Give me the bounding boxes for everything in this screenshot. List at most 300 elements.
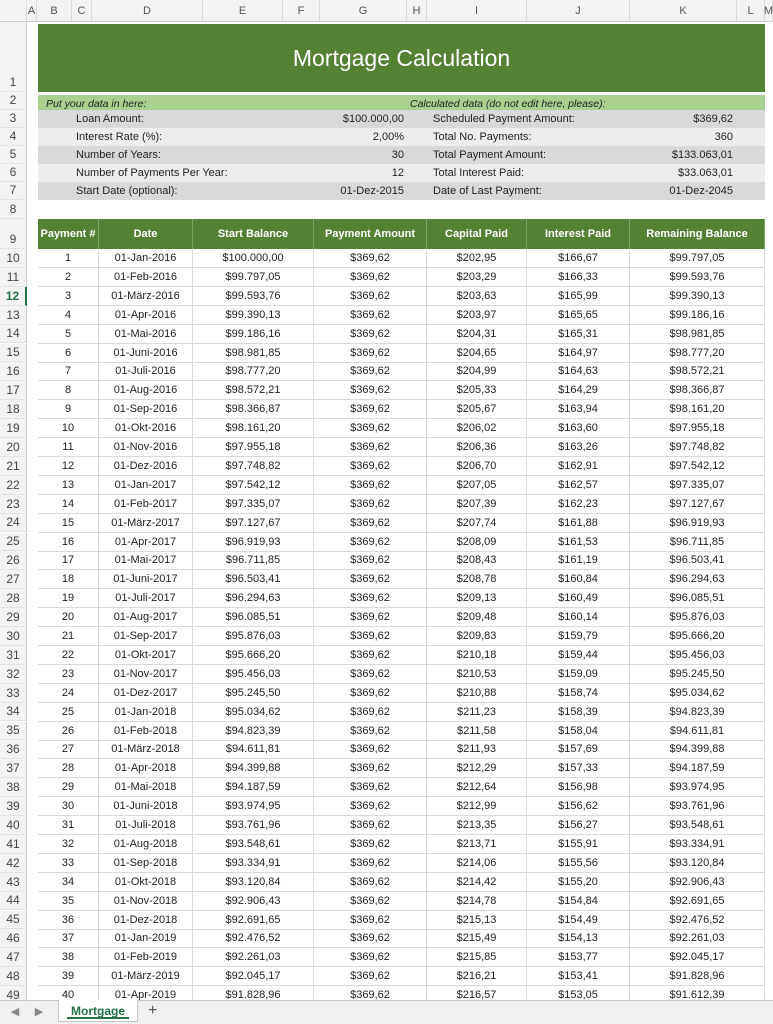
table-cell[interactable]: $155,91 bbox=[527, 835, 630, 853]
row-header[interactable]: 12 bbox=[0, 287, 27, 306]
table-cell[interactable]: $153,05 bbox=[527, 986, 630, 1000]
table-cell[interactable]: $95.245,50 bbox=[193, 684, 314, 702]
table-cell[interactable]: $156,62 bbox=[527, 797, 630, 815]
table-cell[interactable]: 01-März-2017 bbox=[99, 514, 193, 532]
table-cell[interactable]: 33 bbox=[38, 854, 99, 872]
table-cell[interactable]: $165,65 bbox=[527, 306, 630, 324]
table-cell[interactable]: 38 bbox=[38, 948, 99, 966]
table-cell[interactable]: $93.548,61 bbox=[630, 816, 765, 834]
table-cell[interactable]: 28 bbox=[38, 759, 99, 777]
table-cell[interactable]: $207,74 bbox=[427, 514, 527, 532]
table-cell[interactable]: $158,74 bbox=[527, 684, 630, 702]
table-cell[interactable]: $96.919,93 bbox=[193, 533, 314, 551]
table-cell[interactable]: $98.161,20 bbox=[630, 400, 765, 418]
select-all-corner[interactable] bbox=[0, 0, 27, 22]
table-cell[interactable]: $210,18 bbox=[427, 646, 527, 664]
table-cell[interactable]: $95.245,50 bbox=[630, 665, 765, 683]
input-value[interactable]: $100.000,00 bbox=[342, 113, 404, 125]
table-cell[interactable]: $369,62 bbox=[314, 419, 427, 437]
table-cell[interactable]: $93.974,95 bbox=[630, 778, 765, 796]
table-cell[interactable]: $369,62 bbox=[314, 986, 427, 1000]
table-cell[interactable]: 34 bbox=[38, 873, 99, 891]
table-cell[interactable]: $369,62 bbox=[314, 570, 427, 588]
table-cell[interactable]: $158,04 bbox=[527, 722, 630, 740]
table-cell[interactable]: 01-Juli-2017 bbox=[99, 589, 193, 607]
column-header[interactable]: K bbox=[630, 0, 737, 22]
input-value[interactable]: 12 bbox=[391, 167, 404, 179]
table-cell[interactable]: 01-Sep-2016 bbox=[99, 400, 193, 418]
table-cell[interactable]: $208,43 bbox=[427, 551, 527, 569]
table-cell[interactable]: $94.823,39 bbox=[193, 722, 314, 740]
table-cell[interactable]: $93.548,61 bbox=[193, 835, 314, 853]
row-header[interactable]: 41 bbox=[0, 835, 27, 854]
table-cell[interactable]: $99.593,76 bbox=[193, 287, 314, 305]
table-cell[interactable]: 19 bbox=[38, 589, 99, 607]
table-cell[interactable]: 01-Jan-2017 bbox=[99, 476, 193, 494]
table-cell[interactable]: $98.572,21 bbox=[630, 362, 765, 380]
calculated-value[interactable]: $369,62 bbox=[693, 113, 733, 125]
table-cell[interactable]: $94.187,59 bbox=[630, 759, 765, 777]
row-header[interactable]: 39 bbox=[0, 797, 27, 816]
table-cell[interactable]: $212,64 bbox=[427, 778, 527, 796]
column-header[interactable]: A bbox=[27, 0, 37, 22]
table-cell[interactable]: $208,09 bbox=[427, 533, 527, 551]
input-value[interactable]: 2,00% bbox=[372, 131, 404, 143]
table-cell[interactable]: $369,62 bbox=[314, 892, 427, 910]
row-header[interactable]: 26 bbox=[0, 551, 27, 570]
table-cell[interactable]: $369,62 bbox=[314, 608, 427, 626]
table-cell[interactable]: $206,02 bbox=[427, 419, 527, 437]
table-cell[interactable]: $213,35 bbox=[427, 816, 527, 834]
row-header[interactable]: 1 bbox=[0, 22, 27, 92]
table-cell[interactable]: $97.335,07 bbox=[193, 495, 314, 513]
table-cell[interactable]: $369,62 bbox=[314, 627, 427, 645]
prev-sheet-icon[interactable]: ◀ bbox=[10, 1006, 20, 1018]
table-cell[interactable]: $214,42 bbox=[427, 873, 527, 891]
row-header[interactable]: 46 bbox=[0, 929, 27, 948]
table-cell[interactable]: 01-Jan-2018 bbox=[99, 703, 193, 721]
table-cell[interactable]: $99.390,13 bbox=[630, 287, 765, 305]
table-cell[interactable]: 01-März-2016 bbox=[99, 287, 193, 305]
table-cell[interactable]: $369,62 bbox=[314, 381, 427, 399]
table-cell[interactable]: $156,27 bbox=[527, 816, 630, 834]
column-header[interactable]: G bbox=[320, 0, 407, 22]
table-cell[interactable]: $94.399,88 bbox=[630, 740, 765, 758]
table-cell[interactable]: $166,33 bbox=[527, 268, 630, 286]
row-header[interactable]: 33 bbox=[0, 684, 27, 703]
table-cell[interactable]: $212,29 bbox=[427, 759, 527, 777]
table-cell[interactable]: 01-Jan-2019 bbox=[99, 929, 193, 947]
table-cell[interactable]: 01-Feb-2017 bbox=[99, 495, 193, 513]
table-cell[interactable]: $94.187,59 bbox=[193, 778, 314, 796]
row-header[interactable]: 17 bbox=[0, 381, 27, 400]
table-cell[interactable]: $93.334,91 bbox=[630, 835, 765, 853]
row-header[interactable]: 27 bbox=[0, 570, 27, 589]
row-header[interactable]: 40 bbox=[0, 816, 27, 835]
table-cell[interactable]: $92.045,17 bbox=[193, 967, 314, 985]
table-cell[interactable]: $216,21 bbox=[427, 967, 527, 985]
table-cell[interactable]: $92.261,03 bbox=[630, 929, 765, 947]
table-cell[interactable]: $209,13 bbox=[427, 589, 527, 607]
table-cell[interactable]: $215,49 bbox=[427, 929, 527, 947]
table-cell[interactable]: 01-Nov-2017 bbox=[99, 665, 193, 683]
table-cell[interactable]: $165,31 bbox=[527, 325, 630, 343]
table-cell[interactable]: $159,79 bbox=[527, 627, 630, 645]
table-cell[interactable]: $166,67 bbox=[527, 249, 630, 267]
table-cell[interactable]: $163,94 bbox=[527, 400, 630, 418]
table-cell[interactable]: $96.919,93 bbox=[630, 514, 765, 532]
table-cell[interactable]: $204,99 bbox=[427, 362, 527, 380]
column-header[interactable]: M bbox=[765, 0, 773, 22]
table-cell[interactable]: $369,62 bbox=[314, 759, 427, 777]
table-cell[interactable]: $153,41 bbox=[527, 967, 630, 985]
table-cell[interactable]: $92.476,52 bbox=[193, 929, 314, 947]
table-cell[interactable]: $369,62 bbox=[314, 457, 427, 475]
row-header[interactable]: 15 bbox=[0, 344, 27, 363]
column-header[interactable]: F bbox=[283, 0, 320, 22]
table-cell[interactable]: $91.828,96 bbox=[630, 967, 765, 985]
table-header-cell[interactable]: Capital Paid bbox=[427, 219, 527, 249]
table-cell[interactable]: 01-Aug-2017 bbox=[99, 608, 193, 626]
table-cell[interactable]: $203,97 bbox=[427, 306, 527, 324]
row-header[interactable]: 36 bbox=[0, 740, 27, 759]
table-cell[interactable]: $97.542,12 bbox=[630, 457, 765, 475]
table-cell[interactable]: $215,13 bbox=[427, 911, 527, 929]
sheet-title[interactable]: Mortgage Calculation bbox=[38, 24, 765, 92]
row-header[interactable]: 9 bbox=[0, 219, 27, 249]
calculated-value[interactable]: $33.063,01 bbox=[677, 167, 733, 179]
row-header[interactable]: 3 bbox=[0, 110, 27, 128]
table-cell[interactable]: $369,62 bbox=[314, 325, 427, 343]
table-cell[interactable]: $161,53 bbox=[527, 533, 630, 551]
table-cell[interactable]: 18 bbox=[38, 570, 99, 588]
column-header[interactable]: I bbox=[427, 0, 527, 22]
table-cell[interactable]: $213,71 bbox=[427, 835, 527, 853]
table-cell[interactable]: $95.034,62 bbox=[630, 684, 765, 702]
table-cell[interactable]: $94.399,88 bbox=[193, 759, 314, 777]
table-cell[interactable]: 01-Okt-2016 bbox=[99, 419, 193, 437]
table-cell[interactable]: $369,62 bbox=[314, 438, 427, 456]
row-header[interactable]: 18 bbox=[0, 400, 27, 419]
table-cell[interactable]: $92.906,43 bbox=[630, 873, 765, 891]
table-cell[interactable]: $99.593,76 bbox=[630, 268, 765, 286]
table-cell[interactable]: $369,62 bbox=[314, 646, 427, 664]
table-cell[interactable]: $96.085,51 bbox=[630, 589, 765, 607]
row-header[interactable]: 25 bbox=[0, 533, 27, 552]
table-cell[interactable]: 40 bbox=[38, 986, 99, 1000]
table-cell[interactable]: 01-Aug-2018 bbox=[99, 835, 193, 853]
table-cell[interactable]: $99.390,13 bbox=[193, 306, 314, 324]
table-cell[interactable]: $369,62 bbox=[314, 268, 427, 286]
table-cell[interactable]: $206,70 bbox=[427, 457, 527, 475]
table-cell[interactable]: 4 bbox=[38, 306, 99, 324]
row-header[interactable]: 11 bbox=[0, 268, 27, 287]
table-cell[interactable]: 1 bbox=[38, 249, 99, 267]
table-cell[interactable]: $158,39 bbox=[527, 703, 630, 721]
table-cell[interactable]: $92.261,03 bbox=[193, 948, 314, 966]
table-cell[interactable]: $98.777,20 bbox=[193, 362, 314, 380]
row-header[interactable]: 44 bbox=[0, 892, 27, 911]
table-cell[interactable]: $97.127,67 bbox=[630, 495, 765, 513]
table-cell[interactable]: 01-Sep-2018 bbox=[99, 854, 193, 872]
table-cell[interactable]: $99.797,05 bbox=[630, 249, 765, 267]
table-cell[interactable]: $202,95 bbox=[427, 249, 527, 267]
table-cell[interactable]: $207,05 bbox=[427, 476, 527, 494]
table-cell[interactable]: $162,91 bbox=[527, 457, 630, 475]
table-cell[interactable]: 01-Aug-2016 bbox=[99, 381, 193, 399]
table-cell[interactable]: 01-Mai-2017 bbox=[99, 551, 193, 569]
row-header[interactable]: 8 bbox=[0, 200, 27, 219]
table-cell[interactable]: $163,26 bbox=[527, 438, 630, 456]
table-cell[interactable]: $162,57 bbox=[527, 476, 630, 494]
column-header[interactable]: E bbox=[203, 0, 283, 22]
table-cell[interactable]: 01-Juni-2017 bbox=[99, 570, 193, 588]
row-header[interactable]: 29 bbox=[0, 608, 27, 627]
row-header[interactable]: 28 bbox=[0, 589, 27, 608]
row-header[interactable]: 37 bbox=[0, 759, 27, 778]
table-cell[interactable]: $92.691,65 bbox=[193, 911, 314, 929]
table-cell[interactable]: $369,62 bbox=[314, 948, 427, 966]
table-cell[interactable]: $369,62 bbox=[314, 533, 427, 551]
table-cell[interactable]: $96.711,85 bbox=[193, 551, 314, 569]
row-header[interactable]: 34 bbox=[0, 703, 27, 722]
sheet-tab-mortgage[interactable]: Mortgage bbox=[58, 1000, 138, 1022]
row-header[interactable]: 48 bbox=[0, 967, 27, 986]
table-cell[interactable]: $369,62 bbox=[314, 514, 427, 532]
table-cell[interactable]: 24 bbox=[38, 684, 99, 702]
row-header[interactable]: 45 bbox=[0, 911, 27, 930]
table-cell[interactable]: $96.711,85 bbox=[630, 533, 765, 551]
table-cell[interactable]: $95.666,20 bbox=[193, 646, 314, 664]
row-header[interactable]: 6 bbox=[0, 164, 27, 182]
table-cell[interactable]: $204,31 bbox=[427, 325, 527, 343]
table-cell[interactable]: $369,62 bbox=[314, 854, 427, 872]
table-cell[interactable]: 01-Okt-2018 bbox=[99, 873, 193, 891]
table-cell[interactable]: $156,98 bbox=[527, 778, 630, 796]
table-cell[interactable]: 6 bbox=[38, 344, 99, 362]
table-cell[interactable]: $95.876,03 bbox=[630, 608, 765, 626]
table-cell[interactable]: $369,62 bbox=[314, 400, 427, 418]
row-header[interactable]: 21 bbox=[0, 457, 27, 476]
column-header[interactable]: J bbox=[527, 0, 630, 22]
table-cell[interactable]: $157,69 bbox=[527, 740, 630, 758]
table-cell[interactable]: $214,78 bbox=[427, 892, 527, 910]
row-header[interactable]: 22 bbox=[0, 476, 27, 495]
table-cell[interactable]: 01-Juli-2018 bbox=[99, 816, 193, 834]
table-cell[interactable]: $369,62 bbox=[314, 911, 427, 929]
row-header[interactable]: 42 bbox=[0, 854, 27, 873]
table-cell[interactable]: 01-Apr-2019 bbox=[99, 986, 193, 1000]
table-cell[interactable]: $160,14 bbox=[527, 608, 630, 626]
table-cell[interactable]: 25 bbox=[38, 703, 99, 721]
table-cell[interactable]: 01-März-2019 bbox=[99, 967, 193, 985]
table-cell[interactable]: $153,77 bbox=[527, 948, 630, 966]
table-cell[interactable]: $96.294,63 bbox=[193, 589, 314, 607]
table-cell[interactable]: 13 bbox=[38, 476, 99, 494]
row-header[interactable]: 43 bbox=[0, 873, 27, 892]
table-cell[interactable]: $97.748,82 bbox=[630, 438, 765, 456]
table-cell[interactable]: 31 bbox=[38, 816, 99, 834]
table-cell[interactable]: 32 bbox=[38, 835, 99, 853]
table-cell[interactable]: 39 bbox=[38, 967, 99, 985]
calculated-value[interactable]: 01-Dez-2045 bbox=[669, 185, 733, 197]
table-cell[interactable]: $209,83 bbox=[427, 627, 527, 645]
table-cell[interactable]: $94.611,81 bbox=[193, 740, 314, 758]
table-cell[interactable]: 16 bbox=[38, 533, 99, 551]
table-cell[interactable]: 01-Feb-2019 bbox=[99, 948, 193, 966]
table-cell[interactable]: $204,65 bbox=[427, 344, 527, 362]
table-cell[interactable]: $97.335,07 bbox=[630, 476, 765, 494]
table-header-cell[interactable]: Remaining Balance bbox=[630, 219, 765, 249]
table-cell[interactable]: $369,62 bbox=[314, 287, 427, 305]
table-cell[interactable]: $369,62 bbox=[314, 740, 427, 758]
table-cell[interactable]: $97.955,18 bbox=[630, 419, 765, 437]
column-header[interactable]: D bbox=[92, 0, 203, 22]
table-cell[interactable]: $96.503,41 bbox=[193, 570, 314, 588]
row-header[interactable]: 20 bbox=[0, 438, 27, 457]
table-cell[interactable]: 20 bbox=[38, 608, 99, 626]
table-cell[interactable]: 01-Dez-2018 bbox=[99, 911, 193, 929]
row-header[interactable]: 16 bbox=[0, 362, 27, 381]
table-cell[interactable]: 12 bbox=[38, 457, 99, 475]
table-cell[interactable]: $369,62 bbox=[314, 835, 427, 853]
table-cell[interactable]: $95.876,03 bbox=[193, 627, 314, 645]
table-header-cell[interactable]: Payment # bbox=[38, 219, 99, 249]
table-cell[interactable]: $93.974,95 bbox=[193, 797, 314, 815]
row-header[interactable]: 35 bbox=[0, 722, 27, 741]
table-cell[interactable]: 01-Juni-2018 bbox=[99, 797, 193, 815]
table-cell[interactable]: $97.542,12 bbox=[193, 476, 314, 494]
table-cell[interactable]: 01-Feb-2018 bbox=[99, 722, 193, 740]
table-cell[interactable]: 3 bbox=[38, 287, 99, 305]
table-cell[interactable]: $164,29 bbox=[527, 381, 630, 399]
row-header[interactable]: 47 bbox=[0, 948, 27, 967]
table-cell[interactable]: $98.366,87 bbox=[193, 400, 314, 418]
table-cell[interactable]: $369,62 bbox=[314, 551, 427, 569]
table-cell[interactable]: 22 bbox=[38, 646, 99, 664]
table-cell[interactable]: $98.366,87 bbox=[630, 381, 765, 399]
table-cell[interactable]: 01-Mai-2018 bbox=[99, 778, 193, 796]
row-header[interactable]: 23 bbox=[0, 495, 27, 514]
table-cell[interactable]: 2 bbox=[38, 268, 99, 286]
row-header[interactable]: 49 bbox=[0, 986, 27, 1000]
table-cell[interactable]: $154,49 bbox=[527, 911, 630, 929]
table-cell[interactable]: $164,97 bbox=[527, 344, 630, 362]
table-cell[interactable]: $94.611,81 bbox=[630, 722, 765, 740]
table-cell[interactable]: $216,57 bbox=[427, 986, 527, 1000]
table-cell[interactable]: $163,60 bbox=[527, 419, 630, 437]
table-cell[interactable]: $369,62 bbox=[314, 873, 427, 891]
table-cell[interactable]: $369,62 bbox=[314, 778, 427, 796]
table-cell[interactable]: 01-Apr-2017 bbox=[99, 533, 193, 551]
table-cell[interactable]: 01-Dez-2016 bbox=[99, 457, 193, 475]
table-cell[interactable]: $155,20 bbox=[527, 873, 630, 891]
table-cell[interactable]: $97.127,67 bbox=[193, 514, 314, 532]
table-cell[interactable]: $159,44 bbox=[527, 646, 630, 664]
table-cell[interactable]: $92.906,43 bbox=[193, 892, 314, 910]
table-cell[interactable]: $95.034,62 bbox=[193, 703, 314, 721]
table-cell[interactable]: $369,62 bbox=[314, 476, 427, 494]
table-cell[interactable]: 5 bbox=[38, 325, 99, 343]
table-cell[interactable]: $155,56 bbox=[527, 854, 630, 872]
table-cell[interactable]: $369,62 bbox=[314, 589, 427, 607]
row-header[interactable]: 30 bbox=[0, 627, 27, 646]
table-cell[interactable]: $214,06 bbox=[427, 854, 527, 872]
column-header[interactable]: C bbox=[72, 0, 92, 22]
table-cell[interactable]: $93.761,96 bbox=[193, 816, 314, 834]
table-cell[interactable]: 7 bbox=[38, 362, 99, 380]
table-cell[interactable]: $154,84 bbox=[527, 892, 630, 910]
table-cell[interactable]: $215,85 bbox=[427, 948, 527, 966]
table-cell[interactable]: $93.120,84 bbox=[193, 873, 314, 891]
table-cell[interactable]: $97.748,82 bbox=[193, 457, 314, 475]
table-cell[interactable]: $99.186,16 bbox=[630, 306, 765, 324]
table-cell[interactable]: $369,62 bbox=[314, 306, 427, 324]
add-sheet-icon[interactable]: + bbox=[148, 1002, 158, 1019]
row-header[interactable]: 14 bbox=[0, 325, 27, 344]
row-header[interactable]: 24 bbox=[0, 514, 27, 533]
table-cell[interactable]: 01-Okt-2017 bbox=[99, 646, 193, 664]
table-cell[interactable]: 01-Feb-2016 bbox=[99, 268, 193, 286]
table-cell[interactable]: 01-Dez-2017 bbox=[99, 684, 193, 702]
table-cell[interactable]: 01-Jan-2016 bbox=[99, 249, 193, 267]
table-cell[interactable]: $98.981,85 bbox=[193, 344, 314, 362]
table-cell[interactable]: $100.000,00 bbox=[193, 249, 314, 267]
table-cell[interactable]: $211,23 bbox=[427, 703, 527, 721]
table-cell[interactable]: $95.456,03 bbox=[193, 665, 314, 683]
table-cell[interactable]: $162,23 bbox=[527, 495, 630, 513]
table-cell[interactable]: 01-Nov-2018 bbox=[99, 892, 193, 910]
table-cell[interactable]: $98.161,20 bbox=[193, 419, 314, 437]
table-cell[interactable]: $159,09 bbox=[527, 665, 630, 683]
table-cell[interactable]: 14 bbox=[38, 495, 99, 513]
table-header-cell[interactable]: Payment Amount bbox=[314, 219, 427, 249]
table-cell[interactable]: $92.045,17 bbox=[630, 948, 765, 966]
table-cell[interactable]: $206,36 bbox=[427, 438, 527, 456]
table-cell[interactable]: $165,99 bbox=[527, 287, 630, 305]
column-header[interactable]: H bbox=[407, 0, 427, 22]
table-cell[interactable]: $209,48 bbox=[427, 608, 527, 626]
table-cell[interactable]: $208,78 bbox=[427, 570, 527, 588]
table-cell[interactable]: 11 bbox=[38, 438, 99, 456]
table-cell[interactable]: $207,39 bbox=[427, 495, 527, 513]
column-header[interactable]: B bbox=[37, 0, 72, 22]
table-cell[interactable]: $96.085,51 bbox=[193, 608, 314, 626]
table-cell[interactable]: $98.981,85 bbox=[630, 325, 765, 343]
table-cell[interactable]: $369,62 bbox=[314, 816, 427, 834]
table-cell[interactable]: $369,62 bbox=[314, 703, 427, 721]
table-cell[interactable]: $99.797,05 bbox=[193, 268, 314, 286]
table-cell[interactable]: $369,62 bbox=[314, 722, 427, 740]
table-cell[interactable]: 01-Juli-2016 bbox=[99, 362, 193, 380]
table-cell[interactable]: 21 bbox=[38, 627, 99, 645]
table-cell[interactable]: $91.828,96 bbox=[193, 986, 314, 1000]
table-cell[interactable]: $99.186,16 bbox=[193, 325, 314, 343]
column-header[interactable]: L bbox=[737, 0, 765, 22]
table-cell[interactable]: 10 bbox=[38, 419, 99, 437]
table-cell[interactable]: $369,62 bbox=[314, 665, 427, 683]
row-header[interactable]: 7 bbox=[0, 182, 27, 200]
table-cell[interactable]: $161,88 bbox=[527, 514, 630, 532]
table-cell[interactable]: 01-Sep-2017 bbox=[99, 627, 193, 645]
table-header-cell[interactable]: Start Balance bbox=[193, 219, 314, 249]
table-cell[interactable]: $160,84 bbox=[527, 570, 630, 588]
table-cell[interactable]: 27 bbox=[38, 740, 99, 758]
row-header[interactable]: 4 bbox=[0, 128, 27, 146]
table-cell[interactable]: $98.572,21 bbox=[193, 381, 314, 399]
table-cell[interactable]: $93.761,96 bbox=[630, 797, 765, 815]
table-cell[interactable]: 01-Apr-2018 bbox=[99, 759, 193, 777]
